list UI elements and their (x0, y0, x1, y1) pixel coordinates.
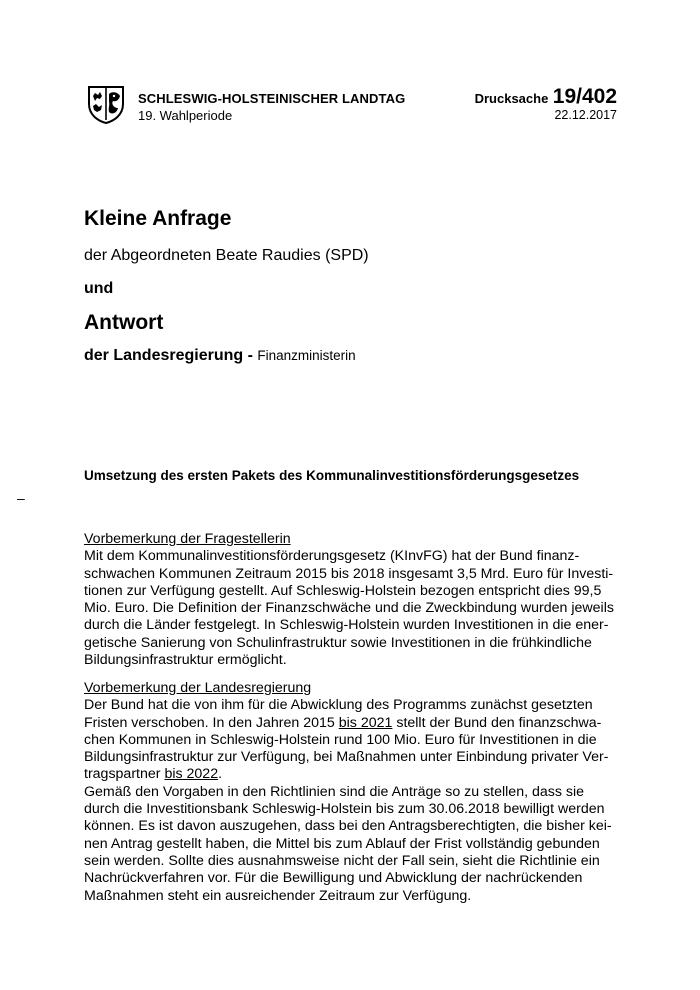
paragraph-line: Nachrückverfahren vor. Für die Bewilligung und Abwicklung der nachrückenden (84, 870, 583, 887)
paragraph-line: können. Es ist davon auszugehen, dass bei den Antragsberechtigten, die bisher kei- (84, 818, 612, 835)
paragraph-line: durch die Länder festgelegt. In Schleswig-Holstein wurden Investitionen in die ener- (84, 617, 609, 634)
heading-antwort: Antwort (84, 311, 164, 334)
legislative-period: 19. Wahlperiode (138, 108, 233, 123)
paragraph-line: Gemäß den Vorgaben in den Richtlinien sind die Anträge so zu stellen, dass sie (84, 783, 585, 800)
paragraph-line: Bildungsinfrastruktur ermöglicht. (84, 652, 287, 669)
document-date: 22.12.2017 (554, 108, 617, 122)
paragraph-line: durch die Investitionsbank Schleswig-Holstein bis zum 30.06.2018 bewilligt werden (84, 801, 605, 818)
ministry-name: Finanzministerin (257, 348, 356, 363)
drucksache-block (475, 85, 617, 109)
section-heading: Vorbemerkung der Landesregierung (84, 680, 312, 696)
parliament-name: SCHLESWIG-HOLSTEINISCHER LANDTAG (138, 91, 406, 106)
text-segment: stellt der Bund den finanzschwa- (396, 714, 602, 731)
section-heading: Vorbemerkung der Fragestellerin (84, 531, 291, 547)
text-segment: tragspartner (84, 766, 161, 783)
subject-title: Umsetzung des ersten Pakets des Kommunalinvestitionsförderungsgesetzes (84, 468, 580, 483)
underlined-date-2021: bis 2021 (338, 714, 393, 731)
paragraph-line (84, 766, 616, 783)
paragraph-line: Maßnahmen steht ein ausreichender Zeitraum zur Verfügung. (84, 887, 472, 904)
paragraph-line: chen Kommunen in Schleswig-Holstein rund 100 Mio. Euro für Investitionen in die (84, 731, 597, 748)
paragraph-line: Mit dem Kommunalinvestitionsförderungsgesetz (KInvFG) hat der Bund finanz- (84, 548, 580, 565)
section-vorbemerkung-fragestellerin (84, 531, 616, 669)
paragraph-line: tionen zur Verfügung gestellt. Auf Schleswig-Holstein bezogen entspricht dies 99,5 (84, 582, 602, 599)
paragraph-line: Bildungsinfrastruktur zur Verfügung, bei Maßnahmen unter Einbindung privater Ver- (84, 749, 609, 766)
underlined-date-2022: bis 2022 (164, 766, 219, 783)
section-vorbemerkung-landesregierung (84, 680, 616, 905)
author-line: der Abgeordneten Beate Raudies (SPD) (84, 247, 369, 264)
drucksache-label: Drucksache (474, 91, 549, 106)
drucksache-number: 19/402 (552, 85, 617, 108)
coat-of-arms-logo (86, 84, 126, 124)
paragraph-line: sein werden. Sollte dies ausnahmsweise nicht der Fall sein, sieht die Richtlinie ein (84, 852, 600, 869)
heading-kleine-anfrage: Kleine Anfrage (84, 207, 232, 230)
paragraph-line: Mio. Euro. Die Definition der Finanzschwäche und die Zweckbindung wurden jeweils (84, 600, 614, 617)
text-segment: . (218, 766, 223, 783)
text-segment: Fristen verschoben. In den Jahren 2015 (84, 714, 335, 731)
respondent-line (84, 347, 356, 365)
and-label: und (84, 280, 114, 297)
paragraph-line: getische Sanierung von Schulinfrastruktur sowie Investitionen in die frühkindliche (84, 634, 592, 651)
paragraph-line: schwachen Kommunen Zeitraum 2015 bis 2018 insgesamt 3,5 Mrd. Euro für Investi- (84, 565, 614, 582)
margin-dash: – (17, 490, 25, 506)
paragraph-line: Der Bund hat die von ihm für die Abwicklung des Programms zunächst gesetzten (84, 697, 593, 714)
respondent-label: der Landesregierung - (84, 347, 253, 364)
paragraph-line (84, 715, 616, 732)
paragraph-line: nen Antrag gestellt haben, die Mittel bis zum Ablauf der Frist vollständig gebunden (84, 835, 600, 852)
